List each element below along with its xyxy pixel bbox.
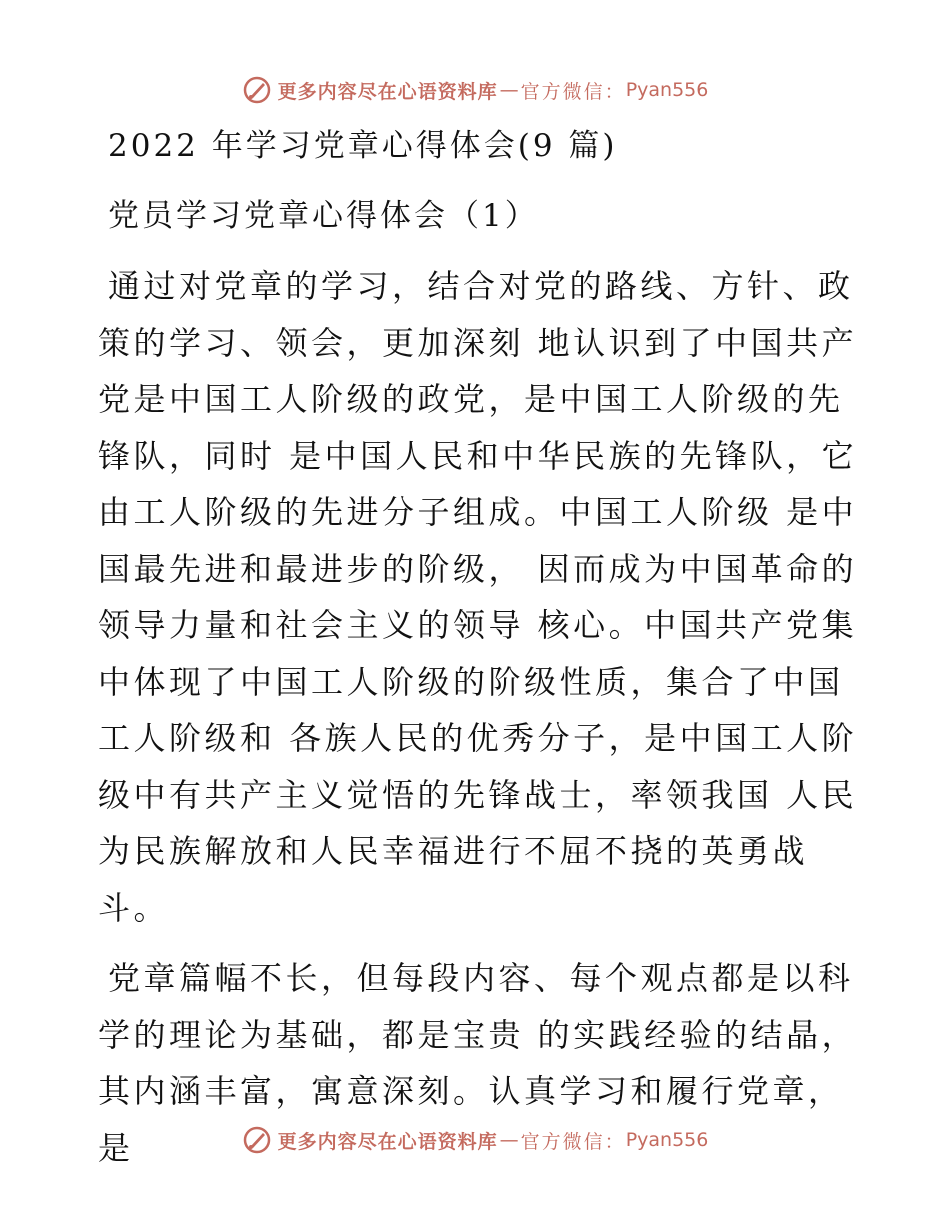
section-title: 党员学习党章心得体会（1） xyxy=(108,198,539,234)
watermark-separator: — xyxy=(499,79,519,101)
watermark-wechat-id: Pyan556 xyxy=(625,79,709,101)
watermark-separator: — xyxy=(499,1129,519,1151)
document-body xyxy=(98,120,858,1190)
watermark-wechat-id: Pyan556 xyxy=(625,1129,709,1151)
quill-circle-icon xyxy=(242,75,272,105)
paragraph-1: 通过对党章的学习，结合对党的路线、方针、政策的学习、领会，更加深刻 地认识到了中国共产党是中国工人阶级的政党，是中国工人阶级的先锋队，同时 是中国人民和中华民族的先锋队，它由工人阶级的先进分子组成。中国工人阶级 是中国最先进和最进步的阶级， 因而成为中国革命的领导力量和社会主义的领导 核心。中国共产党集中体现了中国工人阶级的阶级性质，集合了中国工人阶级和 各族人民的优秀分子，是中国工人阶级中有共产主义觉悟的先锋战士，率领我国 人民为民族解放和人民幸福进行不屈不挠的英勇战斗。 xyxy=(98,267,858,927)
watermark-promo-text: 更多内容尽在心语资料库 xyxy=(277,1130,498,1153)
paragraph-2: 党章篇幅不长，但每段内容、每个观点都是以科学的理论为基础，都是宝贵 的实践经验的结晶，其内涵丰富，寓意深刻。认真学习和履行党章，是 xyxy=(98,959,858,1167)
watermark-promo-text: 更多内容尽在心语资料库 xyxy=(277,80,498,103)
watermark-wechat-label: 官方微信： xyxy=(520,80,626,103)
watermark-wechat-label: 官方微信： xyxy=(520,1130,626,1153)
footer-watermark xyxy=(0,1120,950,1160)
quill-circle-icon xyxy=(242,1125,272,1155)
document-title: 2022 年学习党章心得体会(9 篇) xyxy=(108,128,618,164)
header-watermark xyxy=(0,70,950,110)
